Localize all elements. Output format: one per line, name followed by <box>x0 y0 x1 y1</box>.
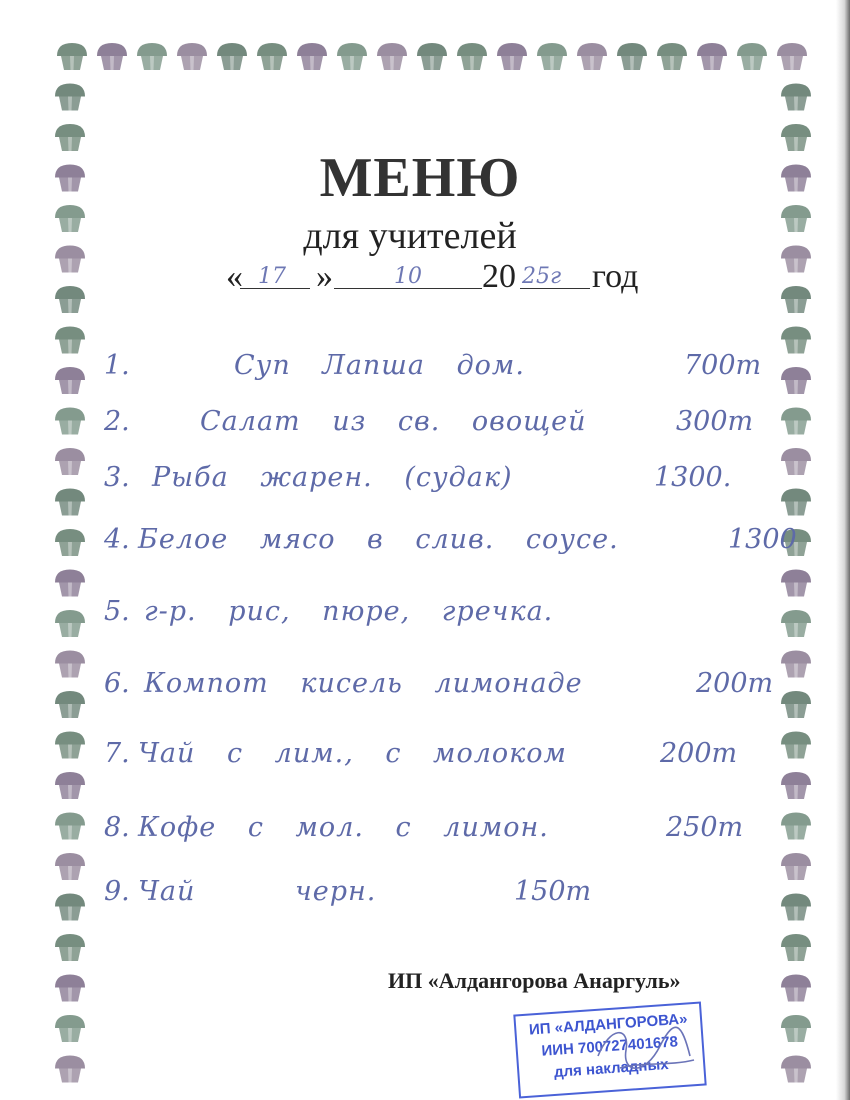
border-ornament <box>55 124 85 151</box>
menu-item <box>104 350 788 396</box>
menu-item-text: Компот кисель лимонаде <box>144 668 583 699</box>
menu-item-number: 3. <box>104 462 130 493</box>
menu-item-text: Суп Лапша дом. <box>234 350 525 381</box>
border-ornament <box>217 43 247 70</box>
border-ornament <box>55 489 85 516</box>
border-ornament <box>297 43 327 70</box>
border-ornament <box>137 43 167 70</box>
menu-item-text: Рыба жарен. (судак) <box>152 462 513 493</box>
border-ornament <box>781 570 811 597</box>
menu-item-number: 4. <box>104 524 130 555</box>
border-ornament <box>781 286 811 313</box>
menu-title: МЕНЮ <box>319 147 521 209</box>
border-ornament <box>55 934 85 961</box>
menu-item-text: Салат из св. овощей <box>200 406 587 437</box>
border-ornament <box>657 43 687 70</box>
border-ornament <box>781 246 811 273</box>
border-ornament <box>55 246 85 273</box>
border-ornament <box>257 43 287 70</box>
menu-subtitle: для учителей <box>303 215 517 257</box>
border-ornament <box>777 43 807 70</box>
menu-item-number: 9. <box>104 876 130 907</box>
border-ornament <box>55 165 85 192</box>
border-ornament <box>617 43 647 70</box>
border-ornament <box>55 286 85 313</box>
menu-item-text: Чай с лим., с молоком <box>138 738 567 769</box>
border-ornament <box>55 975 85 1002</box>
scan-edge-shadow <box>836 0 850 1100</box>
border-ornament <box>55 570 85 597</box>
border-ornament <box>55 84 85 111</box>
border-ornament <box>781 934 811 961</box>
border-ornament <box>55 327 85 354</box>
stamp-line-3: для накладных <box>553 1055 670 1081</box>
border-ornament <box>781 165 811 192</box>
border-ornament <box>55 529 85 556</box>
border-ornament <box>55 772 85 799</box>
border-ornament <box>55 853 85 880</box>
date-open-quote: « <box>226 258 243 295</box>
menu-item <box>104 462 788 508</box>
border-ornament <box>337 43 367 70</box>
menu-item-number: 8. <box>104 812 130 843</box>
border-ornament <box>781 1015 811 1042</box>
menu-item-number: 2. <box>104 406 130 437</box>
date-day: 17 <box>258 264 286 289</box>
border-ornament <box>57 43 87 70</box>
menu-item-text: Белое мясо в слив. соусе. <box>138 524 619 555</box>
menu-item-price: 1300. <box>654 462 732 493</box>
border-ornament <box>781 84 811 111</box>
border-ornament <box>417 43 447 70</box>
menu-item-text: г-р. рис, пюре, гречка. <box>144 596 554 627</box>
border-ornament <box>737 43 767 70</box>
menu-item <box>104 406 788 452</box>
menu-item-number: 7. <box>104 738 130 769</box>
date-close-quote: » <box>316 258 333 295</box>
stamp-line-2: ИИН 700727401678 <box>540 1033 679 1060</box>
border-ornament <box>55 367 85 394</box>
menu-item-price: 200т <box>696 668 774 699</box>
menu-item-price: 200т <box>660 738 738 769</box>
border-ornament <box>55 408 85 435</box>
menu-item-number: 1. <box>104 350 130 381</box>
border-ornament <box>55 610 85 637</box>
menu-item-number: 5. <box>104 596 130 627</box>
menu-item <box>104 596 788 642</box>
menu-item <box>104 668 788 714</box>
border-ornament <box>55 813 85 840</box>
border-ornament <box>55 448 85 475</box>
border-ornament <box>377 43 407 70</box>
menu-item-number: 6. <box>104 668 130 699</box>
border-ornament <box>55 691 85 718</box>
date-year-word: год <box>592 258 639 295</box>
border-ornament <box>781 124 811 151</box>
menu-item <box>104 738 788 784</box>
border-ornament <box>781 1056 811 1083</box>
menu-item-price: 300т <box>676 406 754 437</box>
border-ornament <box>537 43 567 70</box>
border-ornament <box>55 894 85 921</box>
border-ornament <box>781 205 811 232</box>
date-year-suffix: 25г <box>522 264 562 289</box>
border-ornament <box>55 205 85 232</box>
menu-item <box>104 876 788 922</box>
border-ornament <box>781 975 811 1002</box>
signature-company: ИП «Алдангорова Анаргуль» <box>388 968 681 993</box>
border-ornament <box>55 1056 85 1083</box>
menu-item-price: 150т <box>514 876 592 907</box>
menu-item-price: 700т <box>684 350 762 381</box>
border-ornament <box>55 1015 85 1042</box>
menu-item <box>104 812 788 858</box>
border-ornament <box>97 43 127 70</box>
border-ornament <box>497 43 527 70</box>
date-year-prefix: 20 <box>482 258 516 295</box>
menu-item <box>104 524 797 570</box>
menu-item-price: 250т <box>666 812 744 843</box>
stamp-line-1: ИП «АЛДАНГОРОВА» <box>528 1010 688 1039</box>
handwritten-signature <box>590 1016 700 1086</box>
border-ornament <box>55 651 85 678</box>
menu-item-text: Кофе с мол. с лимон. <box>138 812 549 843</box>
border-ornament <box>177 43 207 70</box>
menu-item-price: 1300 <box>728 524 797 555</box>
border-ornament <box>457 43 487 70</box>
border-ornament <box>577 43 607 70</box>
date-month: 10 <box>394 264 422 289</box>
border-ornament <box>55 732 85 759</box>
date-line <box>226 258 656 302</box>
menu-item-text: Чай черн. <box>138 876 377 907</box>
border-ornament <box>697 43 727 70</box>
